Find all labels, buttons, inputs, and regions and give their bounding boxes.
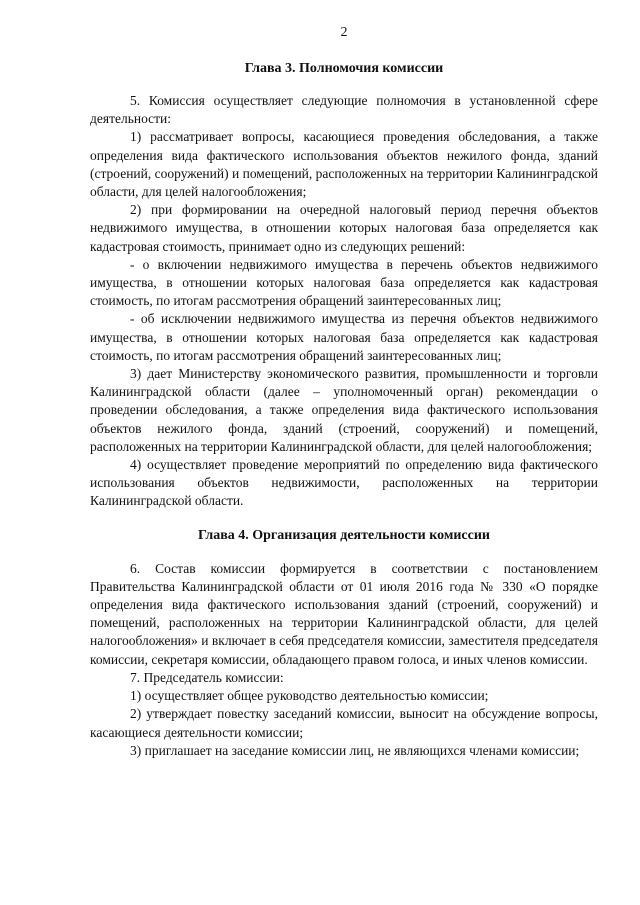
chapter-4-title: Глава 4. Организация деятельности комиссии — [198, 527, 490, 543]
paragraph-5-item-4: 4) осуществляет проведение мероприятий по определению вида фактического использования объектов недвижимости, расположенных на территории Калининградской области. — [90, 457, 598, 509]
paragraph-5-item-2: 2) при формировании на очередной налоговый период перечня объектов недвижимого имущества, в отношении которых налоговая база определяется как кадастровая стоимость, принимает одно из следующих решений: — [90, 202, 598, 254]
paragraph-7-item-2: 2) утверждает повестку заседаний комиссии, выносит на обсуждение вопросы, касающиеся деятельности комиссии; — [90, 706, 598, 740]
paragraph-5-item-3: 3) дает Министерству экономического развития, промышленности и торговли Калининградской области (далее – уполномоченный орган) рекомендации о проведении обследования, а также определения вида фактического использования объектов нежилого фонда, зданий (строений, сооружений) и помещений, расположенных на территории Калининградской области, для целей налогообложения; — [90, 366, 598, 454]
paragraph-7-item-3: 3) приглашает на заседание комиссии лиц, не являющихся членами комиссии; — [130, 742, 580, 758]
paragraph-7-item-1: 1) осуществляет общее руководство деятельностью комиссии; — [130, 688, 489, 704]
paragraph-5-item-2-inclusion: - о включении недвижимого имущества в перечень объектов недвижимого имущества, в отношении которых налоговая база определяется как кадастровая стоимость, по итогам рассмотрения обращений заинтересованных лиц; — [90, 256, 598, 309]
paragraph-6: 6. Состав комиссии формируется в соответствии с постановлением Правительства Калининградской области от 01 июля 2016 года № 330 «О порядке определения вида фактического использования зданий (строений, сооружений) и помещений, расположенных на территории Калининградской области, для целей налогообложения» и включает в себя председателя комиссии, заместителя председателя комиссии, секретаря комиссии, обладающего правом голоса, и иных членов комиссии. — [90, 560, 598, 667]
chapter-3-body — [90, 92, 598, 511]
page-number: 2 — [340, 25, 348, 40]
document-page — [90, 24, 598, 760]
paragraph-5-item-2-exclusion: - об исключении недвижимого имущества из перечня объектов недвижимого имущества, в отношении которых налоговая база определяется как кадастровая стоимость, по итогам рассмотрения обращений заинтересованных лиц; — [90, 311, 598, 363]
paragraph-7: 7. Председатель комиссии: — [130, 669, 284, 685]
chapter-4-body — [90, 560, 598, 760]
paragraph-5: 5. Комиссия осуществляет следующие полномочия в установленной сфере деятельности: — [90, 93, 598, 127]
chapter-3-title: Глава 3. Полномочия комиссии — [244, 61, 444, 76]
paragraph-5-item-1: 1) рассматривает вопросы, касающиеся проведения обследования, а также определения вида фактического использования объектов нежилого фонда, зданий (строений, сооружений) и помещений, расположенных на территории Калининградской области, для целей налогообложения; — [90, 129, 598, 200]
